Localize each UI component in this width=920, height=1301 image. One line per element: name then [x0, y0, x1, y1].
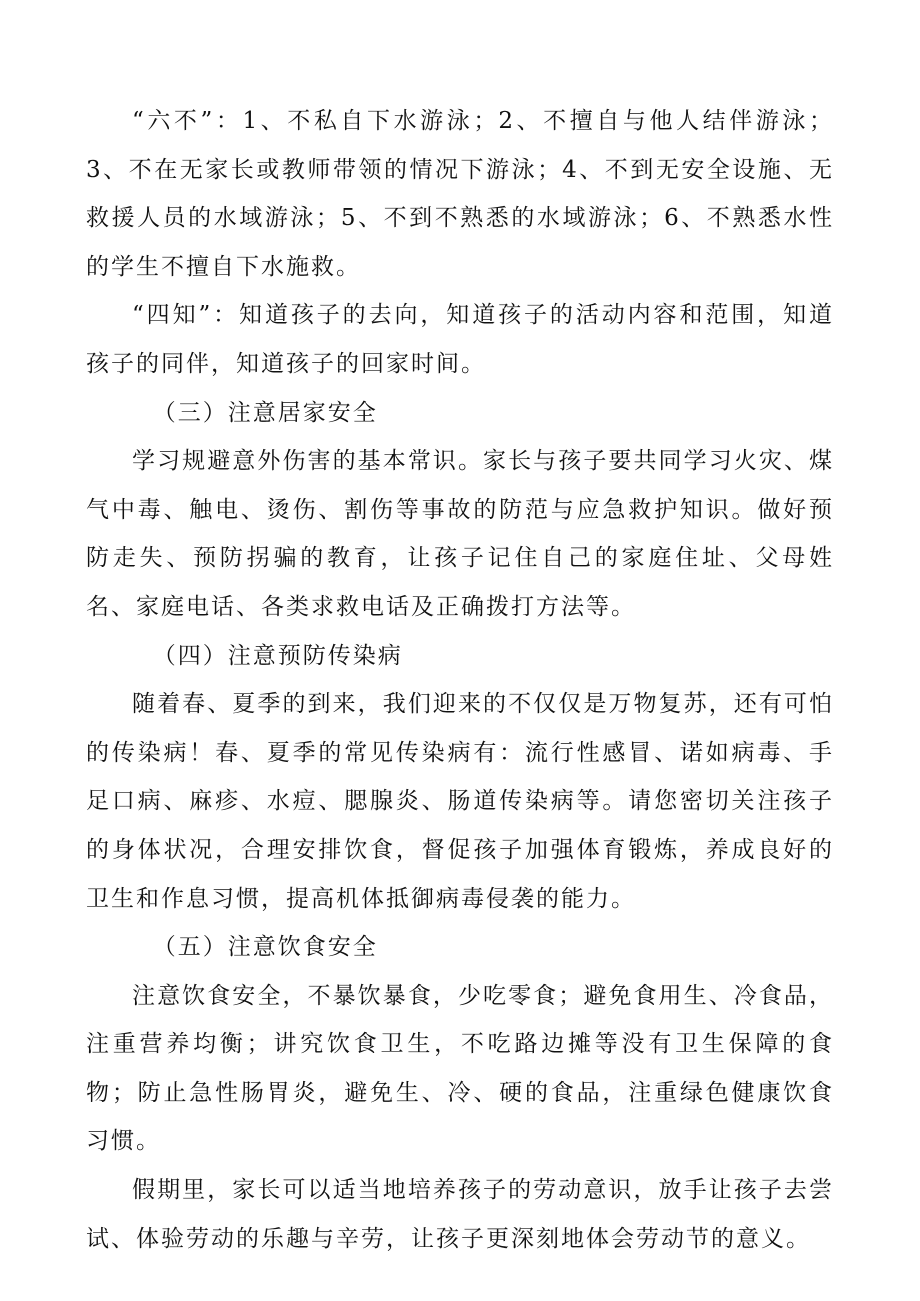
paragraph-disease-prevention: 随着春、夏季的到来，我们迎来的不仅仅是万物复苏，还有可怕的传染病！春、夏季的常见传染病有：流行性感冒、诺如病毒、手足口病、麻疹、水痘、腮腺炎、肠道传染病等。请您密切关注孩子的身体状况，合理安排饮食，督促孩子加强体育锻炼，养成良好的卫生和作息习惯，提高机体抵御病毒侵袭的能力。	[86, 691, 834, 912]
section-heading-disease-prevention: （四）注意预防传染病	[152, 642, 403, 669]
paragraph-home-safety: 学习规避意外伤害的基本常识。家长与孩子要共同学习火灾、煤气中毒、触电、烫伤、割伤等事故的防范与应急救护知识。做好预防走失、预防拐骗的教育，让孩子记住自己的家庭住址、父母姓名、家庭电话、各类求救电话及正确拨打方法等。	[86, 448, 834, 620]
paragraph-labor-awareness: 假期里，家长可以适当地培养孩子的劳动意识，放手让孩子去尝试、体验劳动的乐趣与辛劳，让孩子更深刻地体会劳动节的意义。	[86, 1177, 834, 1252]
section-heading-food-safety: （五）注意饮食安全	[152, 934, 378, 961]
document-body	[86, 97, 834, 1263]
section-heading-home-safety: （三）注意居家安全	[152, 399, 378, 426]
paragraph-four-knows: “四知”：知道孩子的去向，知道孩子的活动内容和范围，知道孩子的同伴，知道孩子的回家时间。	[86, 302, 834, 377]
paragraph-food-safety: 注意饮食安全，不暴饮暴食，少吃零食；避免食用生、冷食品，注重营养均衡；讲究饮食卫生，不吃路边摊等没有卫生保障的食物；防止急性肠胃炎，避免生、冷、硬的食品，注重绿色健康饮食习惯。	[86, 982, 834, 1155]
paragraph-six-nots: “六不”：1、不私自下水游泳；2、不擅自与他人结伴游泳；3、不在无家长或教师带领的情况下游泳；4、不到无安全设施、无救援人员的水域游泳；5、不到不熟悉的水域游泳；6、不熟悉水性的学生不擅自下水施救。	[86, 108, 834, 280]
